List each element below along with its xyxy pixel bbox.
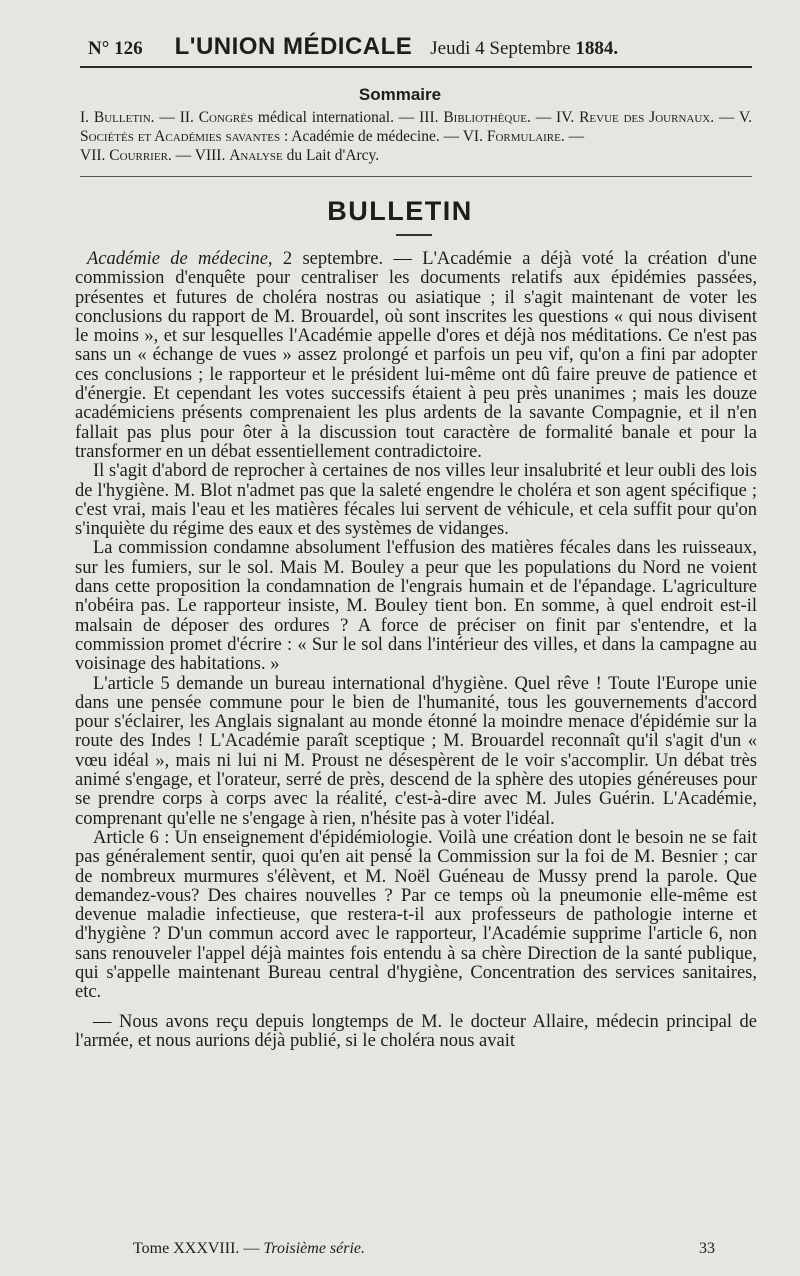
issue-year: 1884. — [575, 38, 619, 59]
sommaire-list — [80, 108, 752, 165]
article-paragraph: — Nous avons reçu depuis longtemps de M. le docteur Allaire, médecin principal de l'armée, et nous aurions déjà publié, si le choléra nous avait — [75, 1011, 757, 1051]
header-rule — [80, 66, 752, 68]
page-number: 33 — [699, 1240, 715, 1257]
sommaire-item: II. Congrès médical international. — — [179, 109, 420, 126]
sommaire-item: III. Bibliothèque. — — [419, 109, 557, 126]
sommaire-item: V. Sociétés et Académies savantes : Académie de médecine. — — [80, 109, 753, 145]
sommaire-item: VII. Courrier. — — [80, 147, 195, 164]
sommaire-item: IV. Revue des Journaux. — — [556, 109, 739, 126]
article-paragraph: Il s'agit d'abord de reprocher à certaines de nos villes leur insalubrité et leur oubli des lois de l'hygiène. M. Blot n'admet pas que la saleté engendre le choléra et son agent spécifique ; c'est vrai, mais l'eau et les matières fécales lui servent de véhicule, et cela suffit pour qu'on s'inquiète du régime des eaux et des systèmes de vidanges. — [75, 461, 757, 540]
sommaire-item: I. Bulletin. — — [80, 109, 180, 126]
bulletin-rule — [396, 234, 432, 236]
article-body — [75, 250, 757, 1051]
sommaire-item: VIII. Analyse du Lait d'Arcy. — [194, 147, 380, 164]
issue-day: Jeudi 4 Septembre — [430, 38, 571, 59]
article-paragraph: Article 6 : Un enseignement d'épidémiologie. Voilà une création dont le besoin ne se fait pas généralement sentir, quoi qu'en ait pensé la Commission sur la foi de M. Besnier ; car de nombreux murmures s'élèvent, et M. Noël Guéneau de Mussy prend la parole. Que demandez-vous? Des chaires nouvelles ? Par ce temps où la pneumonie elle-même est devenue maladie infectieuse, que restera-t-il aux professeurs de pathologie interne et d'hygiène ? D'un commun accord avec le rapporteur, l'Académie supprime l'article 6, non sans renouveler l'appel déjà maintes fois entendu à sa chère Direction de la santé publique, qui s'appelle maintenant Bureau central d'hygiène, Concentration des services sanitaires, etc. — [75, 827, 757, 1003]
bulletin-heading: BULLETIN — [327, 196, 473, 226]
issue-number: N° 126 — [88, 38, 143, 59]
sommaire-item: VI. Formulaire. — — [462, 128, 585, 145]
page-header — [88, 33, 752, 61]
serie-label: Troisième série. — [263, 1240, 366, 1257]
page-footer — [133, 1240, 715, 1258]
article-paragraph: La commission condamne absolument l'effusion des matières fécales dans les ruisseaux, sur les fumiers, sur le sol. Mais M. Bouley a peur que les populations du Nord ne voient dans cette proposition la condamnation de l'engrais humain et de l'épandage. L'agriculture n'obéira pas. Le rapporteur insiste, M. Bouley tient bon. En somme, à quel endroit est-il malsain de déposer des ordures ? A force de préciser on finit par s'entendre, et la commission promet d'écrire : « Sur le sol dans l'intérieur des villes, et dans la campagne au voisinage des habitations. » — [75, 538, 757, 675]
tome-label: Tome XXXVIII. — — [133, 1240, 260, 1257]
sommaire-title: Sommaire — [358, 85, 442, 104]
article-lead: Académie de médecine — [87, 249, 268, 269]
journal-title: L'UNION MÉDICALE — [174, 33, 413, 60]
article-paragraph: L'article 5 demande un bureau international d'hygiène. Quel rêve ! Toute l'Europe unie dans une pensée commune pour le bien de l'humanité, tous les gouvernements d'accord pour s'éclairer, les Anglais signalant au monde étonné la moindre menace d'épidémie sur la route des Indes ! L'Académie paraît sceptique ; M. Brouardel reconnaît qu'il s'agit d'un « vœu idéal », mais ni lui ni M. Proust ne désespèrent de le voir s'accomplir. Un débat très animé s'engage, et l'orateur, serré de près, descend de la sphère des utopies généreuses pour se prendre corps à corps avec la réalité, c'est-à-dire avec M. Jules Guérin. L'Académie, comprenant qu'elle ne s'engage à rien, n'hésite pas à voter l'idéal. — [75, 673, 757, 829]
sommaire-rule — [80, 176, 752, 177]
article-paragraph: Académie de médecine, 2 septembre. — L'Académie a déjà voté la création d'une commission d'enquête pour centraliser les documents relatifs aux épidémies passées, présentes et futures de choléra nostras ou asiatique ; il s'agit maintenant de voter les conclusions du rapport de M. Brouardel, où sont inscrites les questions « qui nous divisent le moins », et sur lesquelles l'Académie appelle d'ores et déjà nos méditations. Ce n'est pas sans un « échange de vues » assez prolongé et parfois un peu vif, qu'on a fini par adopter ces conclusions ; le rapporteur et le président lui-même ont dû faire preuve de patience et d'énergie. Et cependant les votes successifs étaient à peu près unanimes ; mais les douze académiciens présents comprenaient les plus ardents de la savante Compagnie, et il n'en fallait pas plus pour ôter à la discussion tout caractère de formalité banale et pour la transformer en un débat essentiellement contradictoire. — [75, 249, 757, 462]
issue-date — [430, 38, 618, 60]
